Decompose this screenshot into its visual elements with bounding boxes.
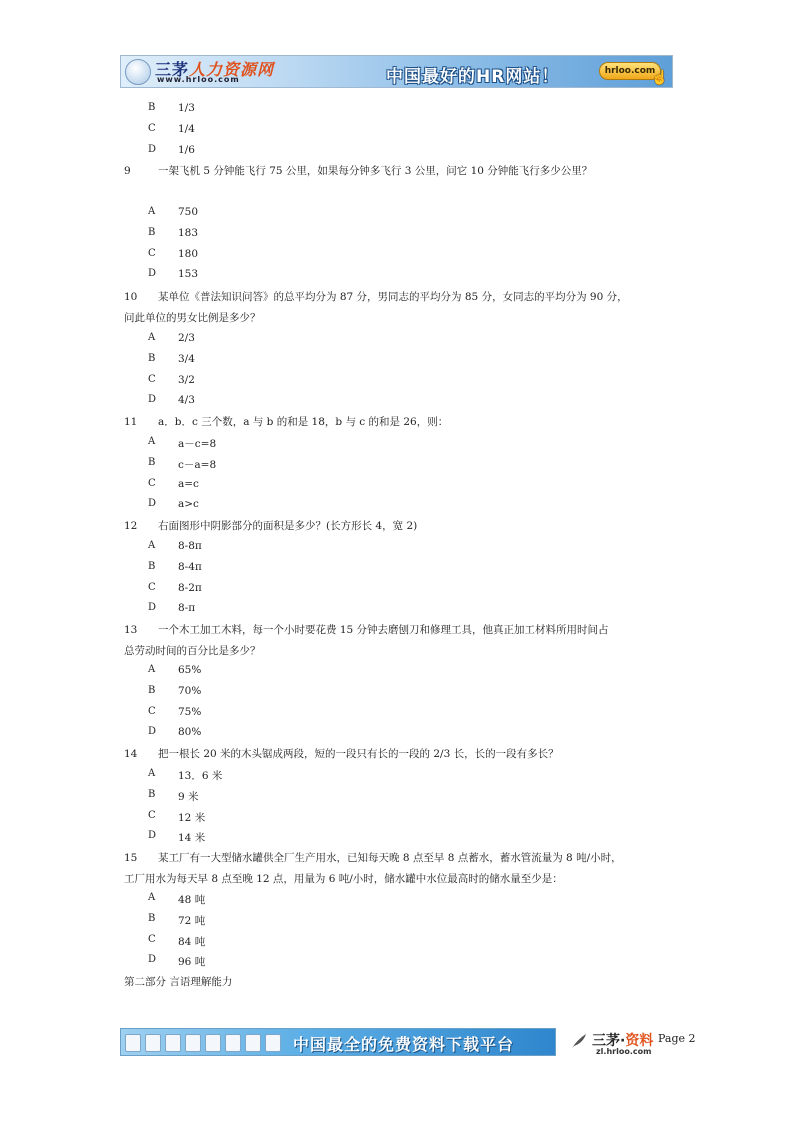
option-letter: D	[148, 830, 157, 842]
question-text: 某单位《普法知识问答》的总平均分为 87 分，男同志的平均分为 85 分，女同志的平均分为 90 分，	[158, 291, 628, 303]
folder-icon	[225, 1034, 241, 1052]
question-text: a．b．c 三个数，a 与 b 的和是 18，b 与 c 的和是 26，则：	[158, 416, 449, 428]
option-letter: C	[148, 581, 156, 593]
question-text: 一个木工加工木料，每一个小时要花费 15 分钟去磨刨刀和修理工具，他真正加工材料所用时间占	[158, 624, 609, 636]
question-number: 15	[124, 852, 138, 864]
question-text: 某工厂有一大型储水罐供全厂生产用水，已知每天晚 8 点至早 8 点蓄水，蓄水管流量为 8 吨/小时，	[158, 852, 622, 864]
option-text: 8-π	[178, 602, 196, 615]
question-number: 11	[124, 416, 138, 428]
question-text: 一架飞机 5 分钟能飞行 75 公里，如果每分钟多飞行 3 公里，问它 10 分钟能飞行多少公里？	[158, 165, 593, 177]
option-letter: C	[148, 809, 156, 821]
option-text: 1/3	[178, 102, 195, 114]
option-letter: A	[148, 768, 156, 779]
option-text: a>c	[178, 498, 199, 511]
footer-icons	[125, 1032, 275, 1052]
option-letter: A	[148, 664, 156, 675]
option-letter: B	[148, 102, 156, 113]
site-button[interactable]: hrloo.com	[599, 62, 661, 80]
option-letter: C	[148, 373, 156, 385]
option-letter: B	[148, 912, 156, 924]
option-letter: C	[148, 477, 156, 489]
option-text: 3/2	[178, 373, 195, 386]
option-text: 48 吨	[178, 894, 206, 906]
option-text: 8-2π	[178, 581, 202, 594]
zl-logo[interactable]	[570, 1030, 662, 1058]
option-text: 75%	[178, 705, 202, 718]
option-letter: A	[148, 332, 156, 343]
option-letter: C	[148, 122, 156, 134]
question-number: 12	[124, 520, 138, 532]
option-text: 2/3	[178, 332, 195, 344]
option-letter: C	[148, 247, 156, 259]
option-letter: A	[148, 436, 156, 447]
option-letter: B	[148, 560, 156, 572]
option-text: a－c=8	[178, 438, 217, 450]
page-number: Page 2	[658, 1032, 696, 1045]
logo-title: 三茅人力资源网	[155, 60, 275, 79]
option-letter: B	[148, 788, 156, 800]
option-text: 750	[178, 206, 199, 218]
option-text: 14 米	[178, 832, 206, 845]
question-text: 工厂用水为每天早 8 点至晚 12 点，用量为 6 吨/小时，储水罐中水位最高时的储水量至少是：	[124, 872, 563, 885]
option-letter: B	[148, 352, 156, 364]
question-number: 13	[124, 624, 138, 636]
question-number: 14	[124, 748, 138, 760]
option-letter: D	[148, 498, 157, 510]
question-number: 9	[124, 165, 131, 177]
option-letter: D	[148, 726, 157, 738]
option-letter: D	[148, 268, 157, 280]
document-icon	[205, 1034, 221, 1052]
document-icon	[265, 1034, 281, 1052]
option-letter: D	[148, 954, 157, 966]
option-text: 1/6	[178, 143, 195, 156]
banner-slogan: 中国最好的HR网站！	[386, 67, 560, 87]
option-text: 4/3	[178, 394, 195, 407]
option-text: 183	[178, 226, 199, 239]
option-letter: C	[148, 705, 156, 717]
option-text: 13．6 米	[178, 770, 223, 782]
option-text: c－a=8	[178, 458, 217, 471]
option-letter: C	[148, 933, 156, 945]
zl-url: zl.hrloo.com	[596, 1047, 652, 1056]
option-text: 96 吨	[178, 956, 206, 969]
header-banner[interactable]	[120, 55, 673, 88]
option-letter: A	[148, 540, 156, 551]
option-text: 3/4	[178, 352, 195, 365]
document-icon	[185, 1034, 201, 1052]
option-letter: D	[148, 602, 157, 614]
option-text: 65%	[178, 664, 202, 676]
option-text: 8-4π	[178, 560, 202, 573]
option-text: 1/4	[178, 122, 195, 135]
option-letter: B	[148, 226, 156, 238]
option-text: a=c	[178, 477, 199, 490]
document-icon	[145, 1034, 161, 1052]
question-text: 把一根长 20 米的木头锯成两段，短的一段只有长的一段的 2/3 长，长的一段有多长？	[158, 748, 559, 760]
option-text: 180	[178, 247, 199, 260]
option-text: 153	[178, 268, 199, 281]
footer-banner[interactable]	[120, 1028, 556, 1056]
question-number: 10	[124, 291, 138, 303]
option-text: 70%	[178, 684, 202, 697]
option-letter: B	[148, 456, 156, 468]
document-icon	[245, 1034, 261, 1052]
option-letter: A	[148, 892, 156, 903]
logo-url: www.hrloo.com	[157, 75, 240, 84]
option-letter: A	[148, 206, 156, 217]
option-text: 84 吨	[178, 935, 206, 948]
option-text: 72 吨	[178, 914, 206, 927]
option-text: 8-8π	[178, 540, 202, 552]
section-title: 第二部分 言语理解能力	[124, 976, 233, 988]
option-text: 80%	[178, 726, 202, 739]
zl-title: 三茅·资料	[592, 1033, 654, 1049]
footer-banner-text: 中国最全的免费资料下载平台	[293, 1035, 515, 1054]
document-icon	[125, 1034, 141, 1052]
option-letter: D	[148, 143, 157, 155]
question-text: 右面图形中阴影部分的面积是多少？(长方形长 4，宽 2)	[158, 520, 418, 532]
question-text: 总劳动时间的百分比是多少？	[124, 644, 261, 657]
option-letter: D	[148, 394, 157, 406]
feather-icon	[570, 1032, 588, 1050]
hrloo-logo-icon	[125, 59, 151, 85]
option-text: 9 米	[178, 790, 199, 803]
option-text: 12 米	[178, 811, 206, 824]
question-text: 问此单位的男女比例是多少？	[124, 311, 261, 324]
hand-cursor-icon: ☝	[651, 70, 669, 86]
folder-icon	[165, 1034, 181, 1052]
option-letter: B	[148, 684, 156, 696]
